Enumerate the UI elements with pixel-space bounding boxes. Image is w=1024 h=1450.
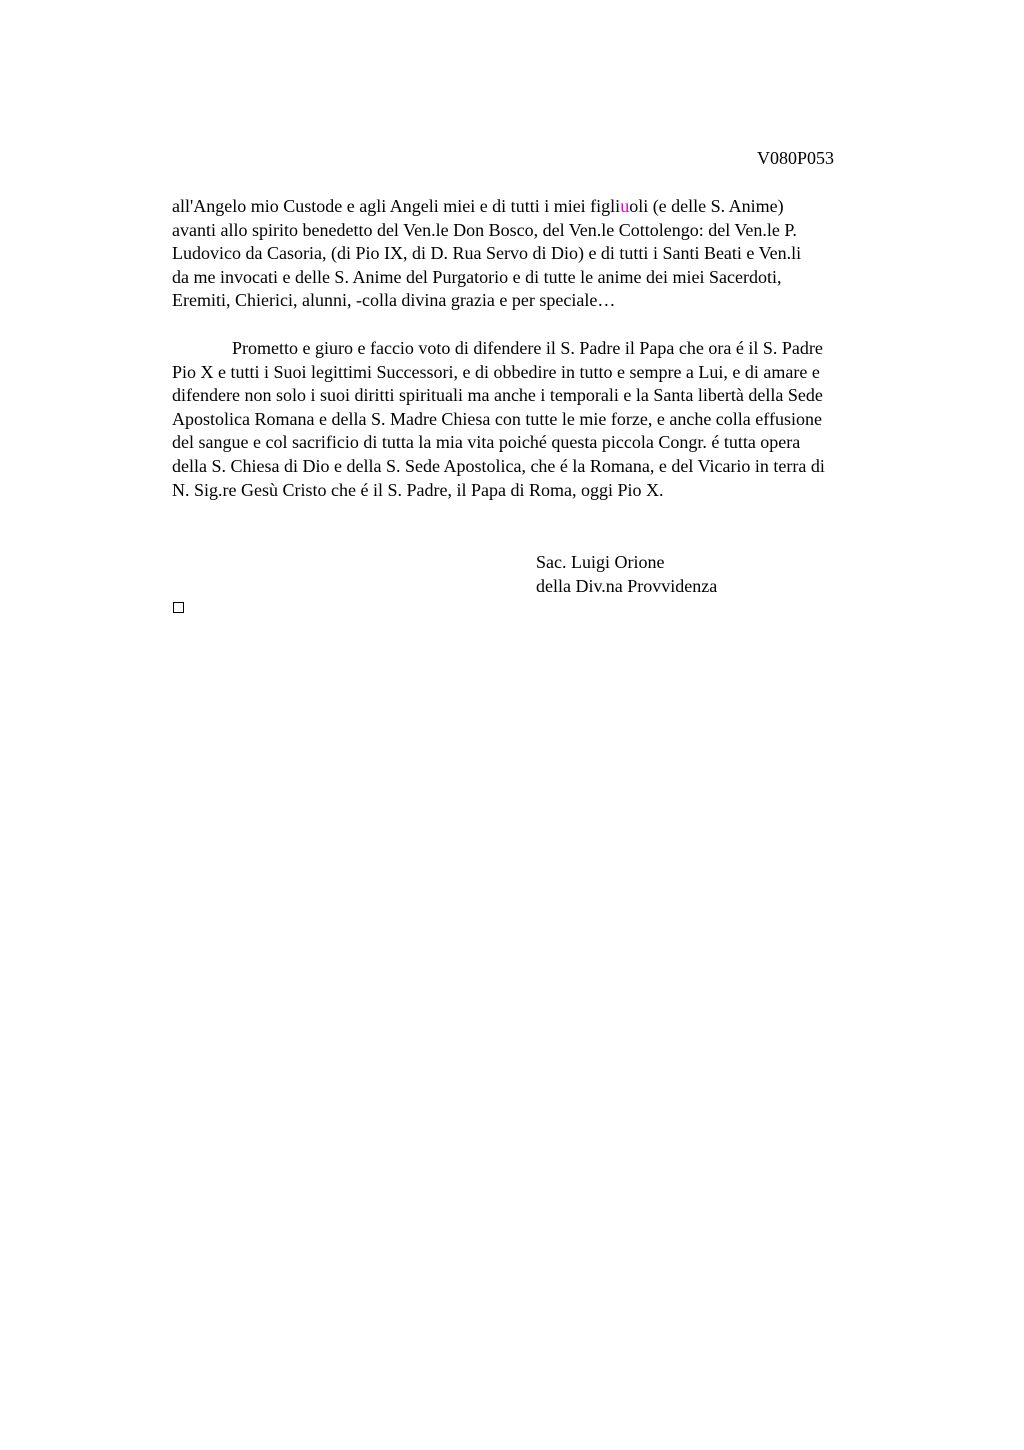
- paragraph-1-line-4: da me invocati e delle S. Anime del Purgatorio e di tutte le anime dei miei Sacerdoti,: [172, 266, 782, 287]
- paragraph-1: [172, 195, 801, 313]
- paragraph-2-line-7: N. Sig.re Gesù Cristo che é il S. Padre, il Papa di Roma, oggi Pio X.: [172, 479, 664, 500]
- paragraph-2-line-4: Apostolica Romana e della S. Madre Chiesa con tutte le mie forze, e anche colla effusione: [172, 408, 822, 429]
- line-text-before: all'Angelo mio Custode e agli Angeli miei e di tutti i miei figli: [172, 196, 621, 216]
- paragraph-2: [172, 337, 825, 502]
- signature-block: [536, 550, 717, 598]
- line-text-after: oli (e delle S. Anime): [629, 196, 784, 216]
- paragraph-1-line-3: Ludovico da Casoria, (di Pio IX, di D. Rua Servo di Dio) e di tutti i Santi Beati e Ven.li: [172, 243, 802, 264]
- paragraph-1-line-1: [172, 195, 801, 219]
- paragraph-2-line-1: Prometto e giuro e faccio voto di difendere il S. Padre il Papa che ora é il S. Padre: [232, 338, 823, 358]
- signature-affiliation: della Div.na Provvidenza: [536, 576, 718, 596]
- paragraph-1-line-5: Eremiti, Chierici, alunni, -colla divina grazia e per speciale…: [172, 290, 616, 311]
- square-box-icon: [173, 602, 184, 613]
- paragraph-2-line-3: difendere non solo i suoi diritti spirituali ma anche i temporali e la Santa libertà della Sede: [172, 385, 823, 406]
- highlighted-letter: u: [620, 196, 630, 216]
- page-code: V080P053: [757, 148, 835, 168]
- signature-name: Sac. Luigi Orione: [536, 552, 665, 572]
- paragraph-2-line-6: della S. Chiesa di Dio e della S. Sede Apostolica, che é la Romana, e del Vicario in terra di: [172, 455, 825, 476]
- paragraph-1-line-2: avanti allo spirito benedetto del Ven.le Don Bosco, del Ven.le Cottolengo: del Ven.le P.: [172, 219, 797, 240]
- paragraph-2-line-5: del sangue e col sacrificio di tutta la mia vita poiché questa piccola Congr. é tutta opera: [172, 432, 801, 453]
- paragraph-2-line-2: Pio X e tutti i Suoi legittimi Successori, e di obbedire in tutto e sempre a Lui, e di amare e: [172, 361, 820, 382]
